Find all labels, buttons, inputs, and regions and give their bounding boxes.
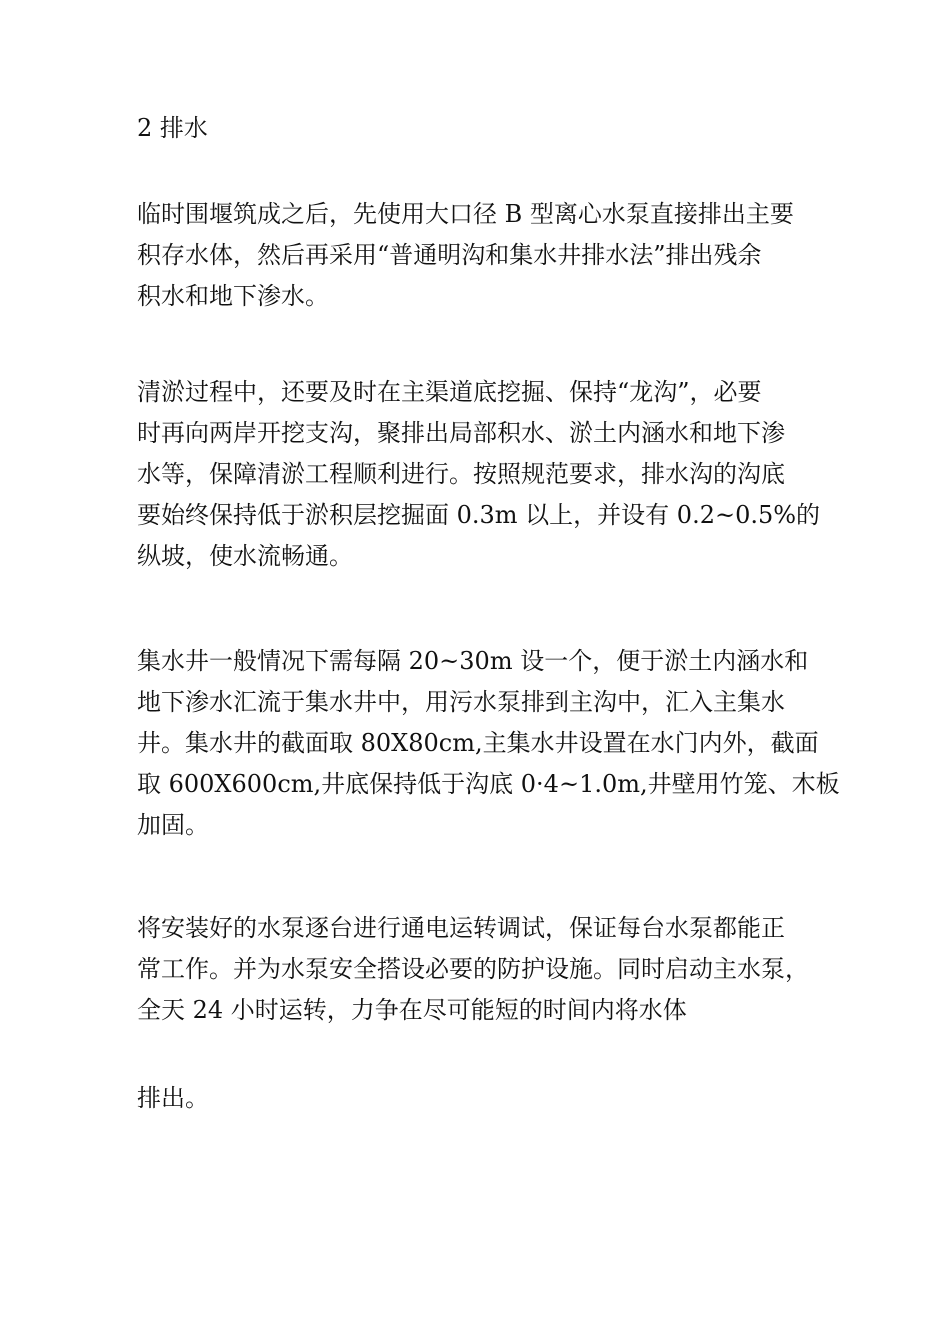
text-line: 常工作。并为水泵安全搭设必要的防护设施。同时启动主水泵， — [137, 955, 809, 983]
text-line: 纵坡，使水流畅通。 — [137, 542, 353, 570]
text-line: 将安装好的水泵逐台进行通电运转调试，保证每台水泵都能正 — [137, 914, 785, 942]
paragraph-4 — [137, 908, 837, 1031]
text-line: 井。集水井的截面取 80X80cm,主集水井设置在水门内外，截面 — [137, 729, 819, 757]
text-line: 集水井一般情况下需每隔 20~30m 设一个，便于淤土内涵水和 — [137, 647, 809, 675]
paragraph-3 — [137, 641, 840, 846]
text-line: 临时围堰筑成之后，先使用大口径 B 型离心水泵直接排出主要 — [137, 200, 794, 228]
paragraph-2 — [137, 372, 837, 577]
text-line: 积水和地下渗水。 — [137, 282, 329, 310]
text-line: 要始终保持低于淤积层挖掘面 0.3m 以上，并设有 0.2~0.5%的 — [137, 501, 821, 529]
text-line: 全天 24 小时运转，力争在尽可能短的时间内将水体 — [137, 996, 687, 1024]
text-line: 加固。 — [137, 811, 209, 839]
paragraph-5 — [137, 1078, 837, 1119]
text-line: 地下渗水汇流于集水井中，用污水泵排到主沟中，汇入主集水 — [137, 688, 785, 716]
text-line: 取 600X600cm,井底保持低于沟底 0·4~1.0m,井壁用竹笼、木板 — [137, 770, 840, 798]
section-heading — [137, 108, 837, 149]
paragraph-1 — [137, 194, 837, 317]
text-line: 排出。 — [137, 1084, 209, 1112]
text-line: 时再向两岸开挖支沟，聚排出局部积水、淤土内涵水和地下渗 — [137, 419, 785, 447]
heading-text: 2 排水 — [137, 114, 208, 142]
text-line: 积存水体，然后再采用“普通明沟和集水井排水法”排出残余 — [137, 241, 762, 269]
text-line: 清淤过程中，还要及时在主渠道底挖掘、保持“龙沟”，必要 — [137, 378, 762, 406]
text-line: 水等，保障清淤工程顺利进行。按照规范要求，排水沟的沟底 — [137, 460, 785, 488]
